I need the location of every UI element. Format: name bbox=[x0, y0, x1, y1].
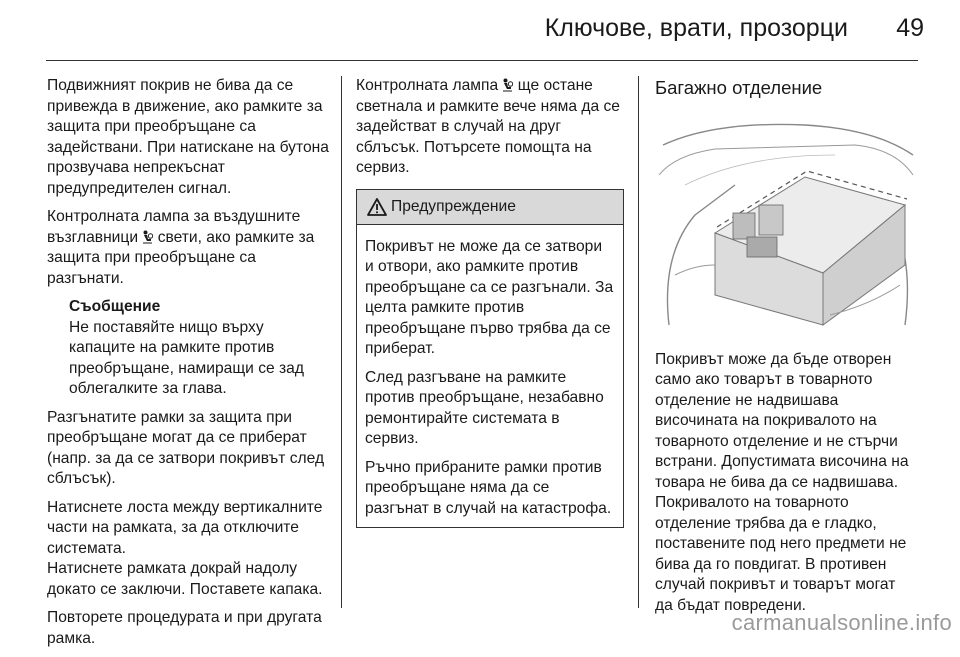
text-column-1 bbox=[47, 76, 329, 657]
trunk-illustration bbox=[655, 115, 917, 330]
column-divider-left bbox=[341, 76, 342, 608]
warning-triangle-icon bbox=[367, 198, 387, 216]
text-span: Контролната лампа за въздушните възглавници bbox=[47, 208, 301, 246]
paragraph: Повторете процедурата и при другата рамка. bbox=[47, 609, 322, 647]
warning-title: Предупреждение bbox=[391, 197, 516, 215]
note-block bbox=[69, 297, 329, 400]
paragraph: Покривът може да бъде отворен само ако товарът в товарното отделение не надвишава височината на покривалото на товарното отделение и не стърчи встрани. Допустимата височина на товара не бива да се надвишава. Покривалото на товарното отделение трябва да е гладко, поставените под него предмети не бива да го повдигат. В противен случай покривът и товарът могат да бъдат повредени. bbox=[655, 350, 909, 614]
paragraph: Подвижният покрив не бива да се привежда в движение, ако рамките за защита при преобръщане са задействани. При натискане на бутона прозвучава непрекъснат предупредителен сигнал. bbox=[47, 77, 329, 197]
paragraph: Ръчно прибраните рамки против преобръщане няма да се разгънат в случай на катастрофа. bbox=[365, 458, 612, 517]
page-header bbox=[0, 0, 960, 62]
warning-header bbox=[357, 190, 623, 225]
text-column-2 bbox=[356, 76, 624, 528]
header-divider bbox=[46, 60, 918, 61]
paragraph: Натиснете лоста между вертикалните части на рамката, за да отключите системата. bbox=[47, 498, 323, 557]
note-text: Не поставяйте нищо върху капаците на рамките против преобръщане, намиращи се зад облегалките за глава. bbox=[69, 318, 304, 397]
airbag-warning-icon bbox=[142, 230, 153, 244]
paragraph bbox=[356, 76, 624, 179]
text-column-3 bbox=[655, 76, 917, 624]
chapter-title: Ключове, врати, прозорци bbox=[544, 14, 848, 42]
text-span: свети, ако рамките за защита при преобръщане са разгънати. bbox=[47, 228, 315, 287]
paragraph: След разгъване на рамките против преобръщане, незабавно ремонтирайте системата в сервиз. bbox=[365, 368, 604, 447]
text-span: ще остане светнала и рамките вече няма да се задействат в случай на друг сблъсък. Потърсете помощта на сервиз. bbox=[356, 77, 620, 176]
section-title: Багажно отделение bbox=[655, 77, 823, 98]
watermark: carmanualsonline.info bbox=[731, 610, 952, 635]
page-number: 49 bbox=[896, 14, 924, 42]
note-title: Съобщение bbox=[69, 298, 161, 315]
text-span: Контролната лампа bbox=[356, 77, 503, 94]
airbag-warning-icon bbox=[502, 78, 513, 92]
warning-body bbox=[357, 225, 623, 520]
paragraph: Покривът не може да се затвори и отвори, ако рамките против преобръщане са се разгънали. За целта рамките против преобръщане първо трябва да се приберат. bbox=[365, 237, 614, 357]
column-divider-right bbox=[638, 76, 639, 608]
paragraph bbox=[47, 207, 329, 289]
paragraph: Разгънатите рамки за защита при преобръщане могат да се приберат (напр. за да се затвори покривът след сблъсък). bbox=[47, 408, 325, 487]
paragraph: Натиснете рамката докрай надолу докато се заключи. Поставете капака. bbox=[47, 560, 323, 598]
warning-box bbox=[356, 189, 624, 529]
